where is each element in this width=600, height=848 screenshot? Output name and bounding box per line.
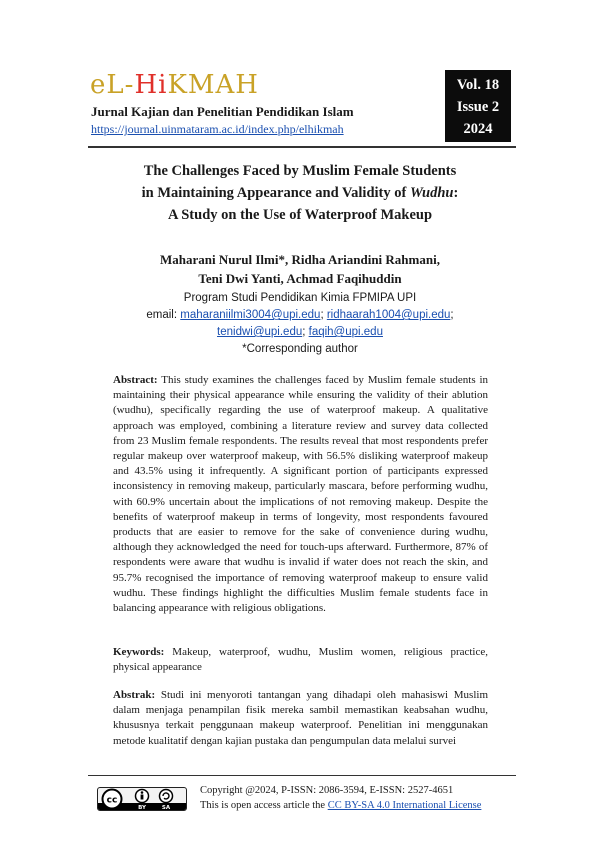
title-line-2-text: in Maintaining Appearance and Validity of: [141, 185, 410, 201]
license-line: [200, 798, 481, 813]
email-link-2[interactable]: ridhaarah1004@upi.edu: [326, 309, 451, 321]
badge-sa-text: SA: [161, 805, 171, 810]
journal-url-link[interactable]: https://journal.uinmataram.ac.id/index.php/elhikmah: [91, 122, 344, 136]
footer-divider: [88, 775, 516, 776]
year-label: 2024: [463, 121, 493, 137]
keywords-text: Makeup, waterproof, wudhu, Muslim women, religious practice, physical appearance: [113, 646, 488, 674]
title-colon: :: [453, 185, 459, 201]
logo-suffix: KMAH: [167, 70, 259, 100]
volume-label: Vol. 18: [456, 77, 500, 93]
abstrak-label: Abstrak:: [113, 689, 156, 701]
title-wudhu: Wudhu: [409, 185, 454, 201]
email-line-2: tenidwi@upi.edu; faqih@upi.edu: [217, 326, 383, 338]
title-line-3: A Study on the Use of Waterproof Makeup: [167, 207, 433, 223]
email-link-4[interactable]: faqih@upi.edu: [308, 326, 383, 338]
cc-by-sa-icon: [98, 788, 186, 810]
title-line-1: The Challenges Faced by Muslim Female Students: [143, 163, 457, 179]
abstract-text: This study examines the challenges faced by Muslim female students in maintaining their physical appearance while ensuring the validity of their ablution (wudhu), specifically regarding the use of waterproof makeup. A qualitative approach was employed, combining a literature review and survey data collected from 23 Muslim female respondents. The results reveal that most respondents prefer regular makeup over waterproof makeup, with 56.5% disliking waterproof makeup and 43.5% using it infrequently. A significant portion of participants expressed inconsistency in removing makeup, particularly mascara, before performing wudhu, with 60.9% uncertain about the implications of not removing makeup. Despite the benefits of waterproof makeup in terms of longevity, most respondents favoured products that are easier to remove for the sake of convenience during wudhu, although they acknowledged the need for touch-ups afterward. Furthermore, 87% of respondents were aware that wudhu is invalid if water does not reach the skin, and 95.7% recognised the importance of removing waterproof makeup to ensure valid wudhu. These findings highlight the difficulties Muslim female students face in balancing appearance with religious obligations.: [113, 374, 488, 615]
keywords-label: Keywords:: [113, 646, 165, 658]
article-title: [100, 160, 500, 226]
journal-logo: [90, 70, 259, 100]
license-link[interactable]: CC BY-SA 4.0 International License: [327, 800, 482, 811]
cc-license-badge[interactable]: [97, 787, 187, 811]
abstrak: [113, 688, 488, 749]
email-link-3[interactable]: tenidwi@upi.edu: [217, 326, 303, 338]
email-line-1: email: maharaniilmi3004@upi.edu; ridhaarah1004@upi.edu;: [146, 309, 454, 321]
issue-label: Issue 2: [456, 99, 500, 115]
badge-by-text: BY: [138, 805, 146, 810]
authors-line-1: Maharani Nurul Ilmi*, Ridha Ariandini Rahmani,: [160, 252, 440, 267]
corresponding-author: *Corresponding author: [242, 343, 358, 355]
header-divider: [88, 146, 516, 148]
abstract-label: Abstract:: [113, 374, 158, 386]
email-link-1[interactable]: maharaniilmi3004@upi.edu: [180, 309, 321, 321]
svg-text:cc: cc: [106, 795, 118, 806]
volume-issue-box: [445, 70, 511, 142]
logo-prefix: eL-: [90, 70, 135, 100]
copyright: Copyright @2024, P-ISSN: 2086-3594, E-ISSN: 2527-4651: [200, 785, 454, 796]
journal-name: Jurnal Kajian dan Penelitian Pendidikan Islam: [91, 104, 354, 119]
footer-text: [200, 783, 481, 813]
abstract: [113, 373, 488, 616]
keywords: [113, 645, 488, 675]
logo-hi: Hi: [134, 70, 168, 100]
authors: [100, 250, 500, 288]
title-line-2: [100, 182, 500, 204]
authors-line-2: Teni Dwi Yanti, Achmad Faqihuddin: [198, 271, 402, 286]
affiliation: Program Studi Pendidikan Kimia FPMIPA UPI: [183, 292, 417, 304]
abstrak-text: Studi ini menyoroti tantangan yang dihadapi oleh mahasiswi Muslim dalam menjaga penampilan fisik mereka sambil memastikan keabsahan wudhu, khususnya terkait penggunaan makeup waterproof. Penelitian ini menggunakan metode kualitatif dengan kajian pustaka dan pengumpulan data melalui survei: [113, 689, 488, 747]
affiliation-block: [100, 290, 500, 358]
license-prefix: This is open access article the: [200, 800, 328, 811]
email-label: email:: [146, 309, 181, 321]
